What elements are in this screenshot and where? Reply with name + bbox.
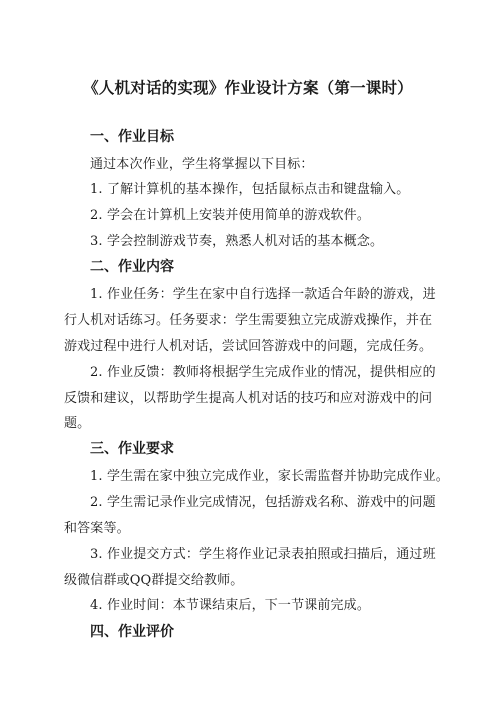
list-item: 2. 学会在计算机上安装并使用简单的游戏软件。 xyxy=(90,208,370,223)
paragraph-line: 1. 作业任务：学生在家中自行选择一款适合年龄的游戏，进 xyxy=(90,287,436,302)
list-item: 1. 学生需在家中独立完成作业，家长需监督并协助完成作业。 xyxy=(90,469,449,484)
section-heading-goals: 一、作业目标 xyxy=(90,129,174,145)
paragraph-line: 2. 作业反馈：教师将根据学生完成作业的情况，提供相应的 xyxy=(90,365,436,380)
paragraph-line: 通过本次作业，学生将掌握以下目标： xyxy=(90,157,314,172)
paragraph-line: 级微信群或QQ群提交给教师。 xyxy=(64,573,244,588)
list-item: 2. 学生需记录作业完成情况，包括游戏名称、游戏中的问题 xyxy=(90,495,436,510)
paragraph-line: 反馈和建议，以帮助学生提高人机对话的技巧和应对游戏中的问 xyxy=(64,391,433,406)
section-heading-requirements: 三、作业要求 xyxy=(90,441,174,457)
list-item: 1. 了解计算机的基本操作，包括鼠标点击和键盘输入。 xyxy=(90,182,410,197)
section-heading-evaluation: 四、作业评价 xyxy=(90,624,174,640)
list-item: 4. 作业时间：本节课结束后，下一节课前完成。 xyxy=(90,598,370,613)
list-item: 3. 学会控制游戏节奏，熟悉人机对话的基本概念。 xyxy=(90,234,384,249)
paragraph-line: 游戏过程中进行人机对话，尝试回答游戏中的问题，完成任务。 xyxy=(64,339,433,354)
paragraph-line: 题。 xyxy=(64,416,91,431)
paragraph-line: 行人机对话练习。任务要求：学生需要独立完成游戏操作，并在 xyxy=(64,313,433,328)
section-heading-content: 二、作业内容 xyxy=(90,259,174,275)
document-title: 《人机对话的实现》作业设计方案（第一课时） xyxy=(83,79,413,97)
list-item: 3. 作业提交方式：学生将作业记录表拍照或扫描后，通过班 xyxy=(90,547,436,562)
paragraph-line: 和答案等。 xyxy=(64,521,130,536)
